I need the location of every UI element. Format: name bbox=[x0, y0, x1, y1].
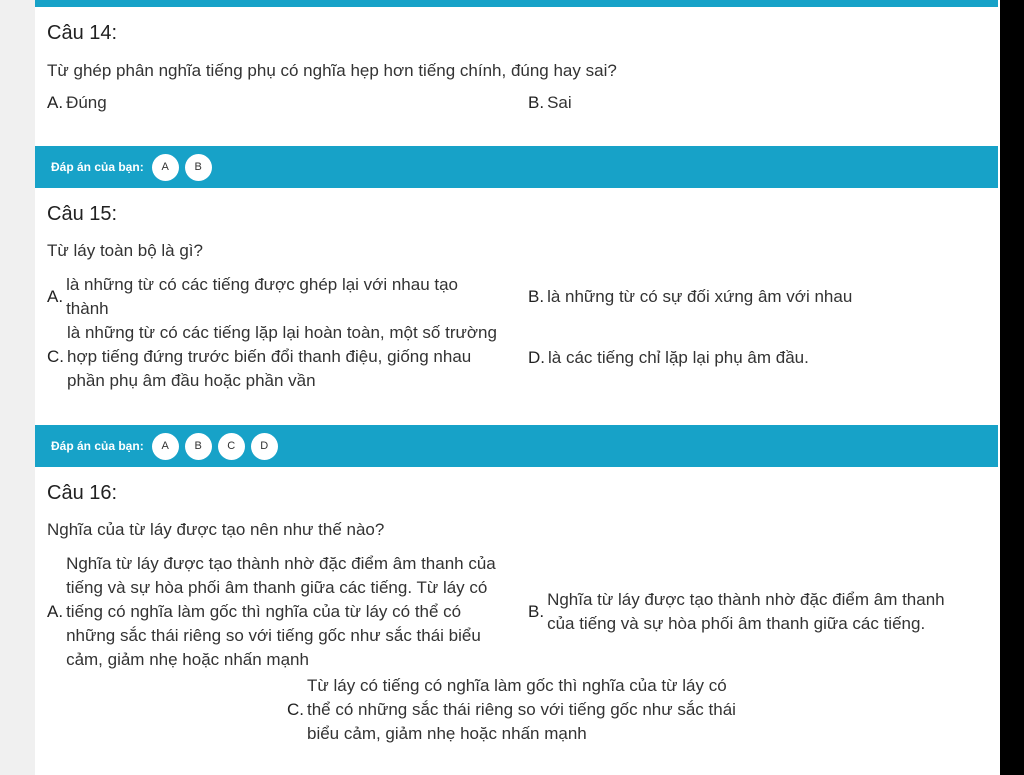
question-16-card bbox=[35, 467, 998, 775]
option-text: Nghĩa từ láy được tạo thành nhờ đặc điểm âm thanh của tiếng và sự hòa phối âm thanh giữa các tiếng. bbox=[547, 590, 945, 633]
question-text: Nghĩa của từ láy được tạo nên như thế nào? bbox=[47, 520, 385, 539]
option-a[interactable] bbox=[47, 273, 487, 321]
option-b[interactable] bbox=[528, 285, 852, 309]
left-margin bbox=[0, 0, 35, 775]
option-text: là những từ có sự đối xứng âm với nhau bbox=[547, 287, 853, 306]
option-letter: B. bbox=[528, 93, 545, 112]
question-14-card bbox=[35, 7, 998, 146]
question-title: Câu 15: bbox=[47, 203, 118, 225]
option-letter: C. bbox=[287, 700, 304, 719]
your-answer-bar bbox=[35, 425, 998, 467]
option-letter: B. bbox=[528, 287, 545, 306]
question-15-card bbox=[35, 188, 998, 425]
previous-answer-bar bbox=[35, 0, 998, 7]
option-a[interactable] bbox=[47, 91, 107, 115]
question-text: Từ láy toàn bộ là gì? bbox=[47, 241, 203, 260]
option-c[interactable] bbox=[287, 674, 747, 746]
option-text: là các tiếng chỉ lặp lại phụ âm đầu. bbox=[548, 348, 809, 367]
answer-bubble-b[interactable]: B bbox=[185, 433, 212, 460]
option-letter: C. bbox=[47, 347, 64, 366]
question-title: Câu 16: bbox=[47, 482, 118, 504]
your-answer-label: Đáp án của bạn: bbox=[51, 160, 144, 174]
option-text: Từ láy có tiếng có nghĩa làm gốc thì nghĩa của từ láy có thể có những sắc thái riêng so với tiếng gốc như sắc thái biểu cảm, giảm nhẹ hoặc nhấn mạnh bbox=[307, 676, 736, 743]
your-answer-bar bbox=[35, 146, 998, 188]
answer-bubble-a[interactable]: A bbox=[152, 433, 179, 460]
option-letter: B. bbox=[528, 602, 545, 621]
answer-bubble-a[interactable]: A bbox=[152, 154, 179, 181]
option-b[interactable] bbox=[528, 91, 572, 115]
option-text: Đúng bbox=[66, 93, 107, 112]
option-text: là những từ có các tiếng được ghép lại với nhau tạo thành bbox=[66, 275, 459, 318]
answer-bubble-c[interactable]: C bbox=[218, 433, 245, 460]
option-text: Sai bbox=[547, 93, 572, 112]
option-b[interactable] bbox=[528, 588, 968, 636]
answer-bubble-d[interactable]: D bbox=[251, 433, 278, 460]
right-margin bbox=[1000, 0, 1024, 775]
option-text: Nghĩa từ láy được tạo thành nhờ đặc điểm âm thanh của tiếng và sự hòa phối âm thanh giữa các tiếng. Từ láy có tiếng có nghĩa làm gốc thì nghĩa của từ láy có thể có những sắc thái riêng so với tiếng gốc như sắc thái biểu cảm, giảm nhẹ hoặc nhấn mạnh bbox=[66, 554, 496, 669]
option-letter: A. bbox=[47, 602, 64, 621]
option-a[interactable] bbox=[47, 552, 517, 672]
option-c[interactable] bbox=[47, 321, 507, 393]
option-letter: A. bbox=[47, 93, 64, 112]
option-text: là những từ có các tiếng lặp lại hoàn toàn, một số trường hợp tiếng đứng trước biến đổi thanh điệu, giống nhau phần phụ âm đầu hoặc phần vần bbox=[67, 323, 497, 390]
option-letter: D. bbox=[528, 348, 545, 367]
question-text: Từ ghép phân nghĩa tiếng phụ có nghĩa hẹp hơn tiếng chính, đúng hay sai? bbox=[47, 61, 617, 80]
option-letter: A. bbox=[47, 287, 64, 306]
your-answer-label: Đáp án của bạn: bbox=[51, 439, 144, 453]
option-d[interactable] bbox=[528, 346, 809, 370]
answer-bubble-b[interactable]: B bbox=[185, 154, 212, 181]
question-title: Câu 14: bbox=[47, 22, 118, 44]
